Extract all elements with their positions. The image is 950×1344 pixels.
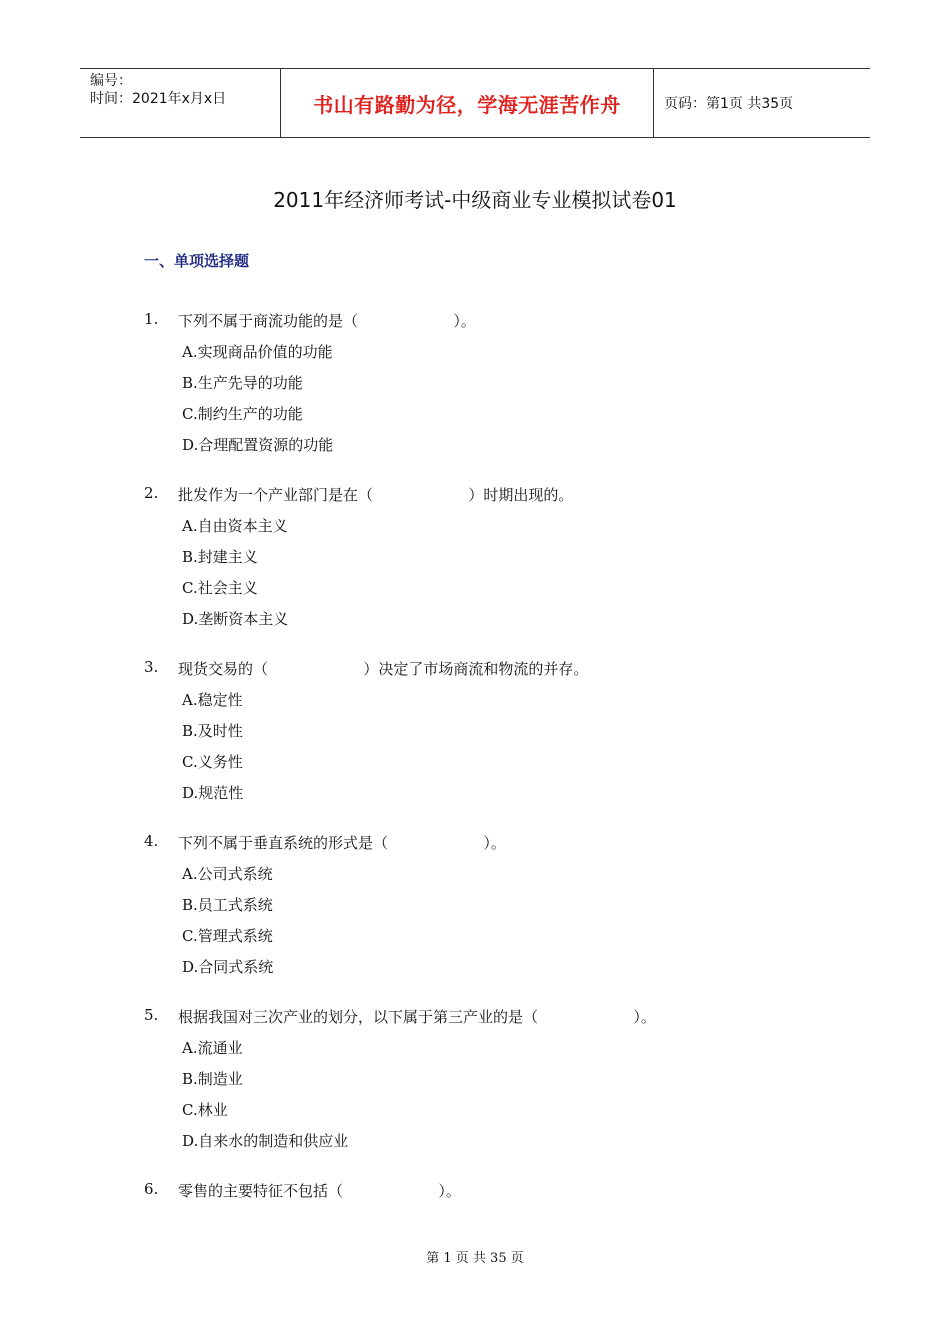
document-title: 2011年经济师考试-中级商业专业模拟试卷01 — [273, 188, 677, 212]
answer-option: B.及时性 — [182, 722, 243, 740]
question-text: 批发作为一个产业部门是在（ ）时期出现的。 — [178, 486, 574, 504]
question-number: 2. — [144, 484, 159, 502]
answer-option: D.合理配置资源的功能 — [182, 436, 334, 454]
question-number: 4. — [144, 832, 159, 850]
serial-label: 编号： — [90, 73, 132, 89]
page-header — [80, 68, 870, 138]
answer-option: A.实现商品价值的功能 — [182, 343, 333, 361]
section-heading: 一、单项选择题 — [144, 252, 250, 270]
page-info-text: 页码：第1页 共35页 — [664, 96, 794, 112]
question-text: 下列不属于商流功能的是（ ）。 — [178, 312, 476, 330]
answer-option: A.流通业 — [182, 1039, 243, 1057]
question-text: 现货交易的（ ）决定了市场商流和物流的并存。 — [178, 660, 589, 678]
question-number: 5. — [144, 1006, 159, 1024]
answer-option: B.封建主义 — [182, 548, 258, 566]
answer-option: D.规范性 — [182, 784, 244, 802]
answer-option: A.稳定性 — [182, 691, 243, 709]
motto-text: 书山有路勤为径，学海无涯苦作舟 — [313, 92, 621, 117]
answer-option: B.生产先导的功能 — [182, 374, 303, 392]
header-page-info — [654, 69, 870, 137]
answer-option: C.义务性 — [182, 753, 243, 771]
answer-option: B.制造业 — [182, 1070, 243, 1088]
answer-option: C.管理式系统 — [182, 927, 273, 945]
answer-option: D.合同式系统 — [182, 958, 274, 976]
header-motto-cell — [281, 69, 654, 137]
question-number: 1. — [144, 310, 159, 328]
question-text: 零售的主要特征不包括（ ）。 — [178, 1182, 461, 1200]
answer-option: C.社会主义 — [182, 579, 258, 597]
question-number: 3. — [144, 658, 159, 676]
answer-option: A.公司式系统 — [182, 865, 273, 883]
answer-option: C.制约生产的功能 — [182, 405, 303, 423]
answer-option: B.员工式系统 — [182, 896, 273, 914]
header-meta — [80, 69, 281, 137]
question-number: 6. — [144, 1180, 159, 1198]
question-text: 根据我国对三次产业的划分，以下属于第三产业的是（ ）。 — [178, 1008, 656, 1026]
answer-option: D.自来水的制造和供应业 — [182, 1132, 349, 1150]
question-text: 下列不属于垂直系统的形式是（ ）。 — [178, 834, 506, 852]
answer-option: A.自由资本主义 — [182, 517, 288, 535]
answer-option: C.林业 — [182, 1101, 228, 1119]
answer-option: D.垄断资本主义 — [182, 610, 289, 628]
page-footer: 第 1 页 共 35 页 — [426, 1251, 524, 1266]
time-label: 时间：2021年x月x日 — [90, 91, 227, 107]
